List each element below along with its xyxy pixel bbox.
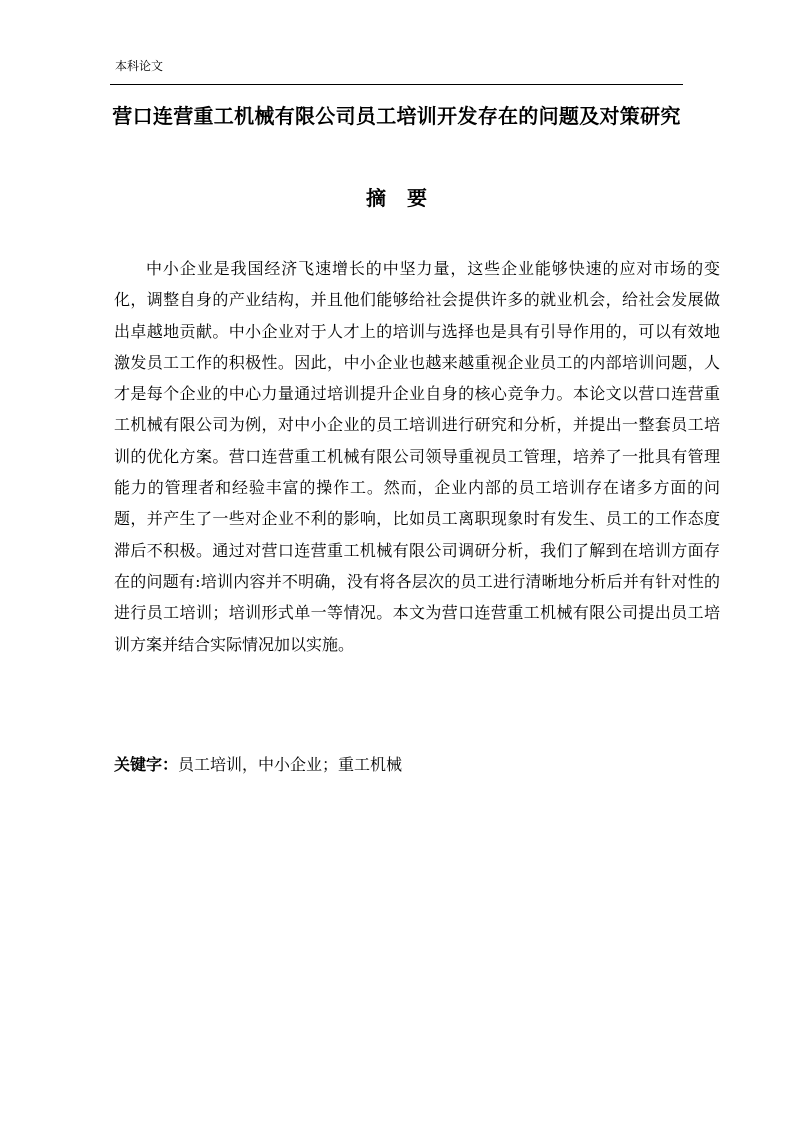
keywords-line [114, 753, 402, 777]
page-title: 营口连营重工机械有限公司员工培训开发存在的问题及对策研究 [112, 104, 681, 128]
running-header: 本科论文 [115, 59, 164, 73]
header-divider [110, 84, 683, 85]
keywords-value: 员工培训，中小企业；重工机械 [178, 755, 403, 774]
keywords-label: 关键字： [114, 755, 179, 774]
abstract-paragraph: 中小企业是我国经济飞速增长的中坚力量，这些企业能够快速的应对市场的变化，调整自身的产业结构，并且他们能够给社会提供许多的就业机会，给社会发展做出卓越地贡献。中小企业对于人才上的培训与选择也是具有引导作用的，可以有效地激发员工工作的积极性。因此，中小企业也越来越重视企业员工的内部培训问题，人才是每个企业的中心力量通过培训提升企业自身的核心竞争力。本论文以营口连营重工机械有限公司为例，对中小企业的员工培训进行研究和分析，并提出一整套员工培训的优化方案。营口连营重工机械有限公司领导重视员工管理，培养了一批具有管理能力的管理者和经验丰富的操作工。然而，企业内部的员工培训存在诸多方面的问题，并产生了一些对企业不利的影响，比如员工离职现象时有发生、员工的工作态度滞后不积极。通过对营口连营重工机械有限公司调研分析，我们了解到在培训方面存在的问题有:培训内容并不明确，没有将各层次的员工进行清晰地分析后并有针对性的进行员工培训；培训形式单一等情况。本文为营口连营重工机械有限公司提出员工培训方案并结合实际情况加以实施。 [114, 259, 720, 654]
abstract-heading: 摘 要 [366, 186, 427, 210]
